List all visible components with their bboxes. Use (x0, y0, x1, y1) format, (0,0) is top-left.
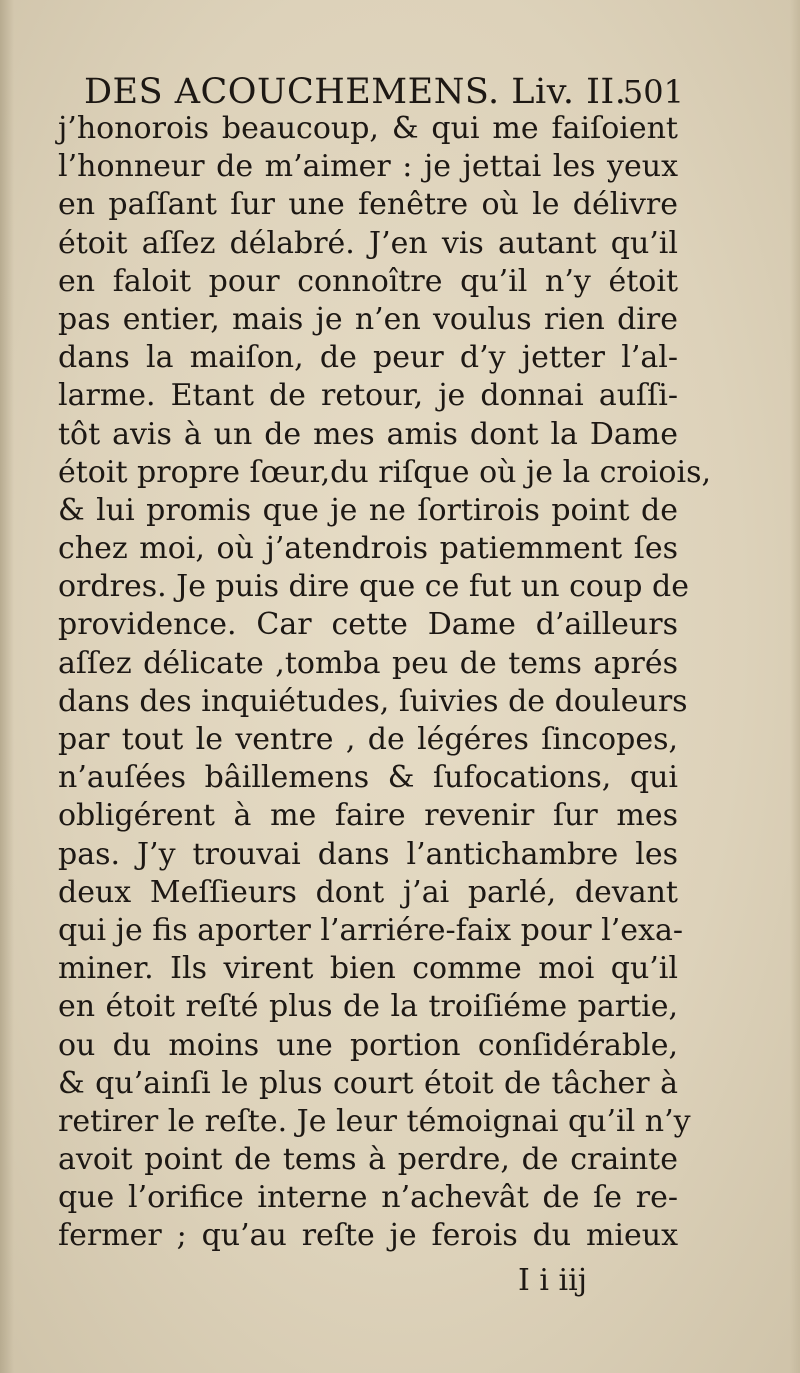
text-line: j’honorois beaucoup, & qui me faiſoient (58, 111, 678, 146)
page-number: 501 (622, 73, 684, 111)
text-line: par tout le ventre , de légéres ſincopes, (58, 722, 678, 757)
text-line: avoit point de tems à perdre, de crainte (58, 1142, 678, 1178)
text-line: qui je fis aporter l’arriére-faix pour l’exa- (58, 912, 683, 948)
text-line: chez moi, où j’atendrois patiemment ſes (58, 531, 678, 567)
text-line: dans des inquiétudes, ſuivies de douleurs (58, 683, 688, 719)
page-shadow-right (790, 0, 800, 1373)
text-line: tôt avis à un de mes amis dont la Dame (58, 416, 678, 452)
text-line: providence. Car cette Dame d’ailleurs (58, 607, 678, 643)
text-line: retirer le reſte. Je leur témoignai qu’il n’y (58, 1103, 691, 1139)
text-line: obligérent à me faire revenir ſur mes (58, 798, 678, 834)
running-head: DES ACOUCHEMENS. Liv. II. (84, 72, 627, 112)
text-line: & lui promis que je ne ſortirois point de (58, 492, 678, 528)
text-line: étoit aſſez délabré. J’en vis autant qu’il (58, 225, 678, 261)
text-line: que l’orifice interne n’achevât de ſe re- (58, 1180, 678, 1216)
text-line: ou du moins une portion conſidérable, (58, 1027, 678, 1063)
text-line: en paſſant ſur une fenêtre où le délivre (58, 187, 678, 223)
text-line: étoit propre ſœur,du riſque où je la croiois, (58, 454, 711, 490)
text-line: larme. Etant de retour, je donnai auſſi- (58, 378, 678, 414)
text-line: pas entier, mais je n’en voulus rien dire (58, 301, 678, 337)
signature-mark: I i iij (518, 1263, 588, 1298)
text-line: deux Meſſieurs dont j’ai parlé, devant (58, 874, 678, 910)
text-line: dans la maiſon, de peur d’y jetter l’al- (58, 340, 678, 376)
text-line: l’honneur de m’aimer : je jettai les yeux (58, 149, 678, 185)
text-line: en faloit pour connoître qu’il n’y étoit (58, 263, 678, 299)
text-line: fermer ; qu’au reſte je ferois du mieux (58, 1218, 678, 1254)
text-line: miner. Ils virent bien comme moi qu’il (58, 951, 678, 987)
text-line: n’auſées bâillemens & ſufocations, qui (58, 760, 678, 796)
text-line: aſſez délicate ,tomba peu de tems aprés (58, 645, 678, 681)
text-line: pas. J’y trouvai dans l’antichambre les (58, 836, 678, 872)
text-line: ordres. Je puis dire que ce fut un coup de (58, 569, 689, 605)
page-shadow-left (0, 0, 14, 1373)
text-line: en étoit reſté plus de la troiſiéme partie, (58, 989, 678, 1025)
text-line: & qu’ainſi le plus court étoit de tâcher à (58, 1065, 678, 1101)
body-text (58, 110, 711, 1256)
